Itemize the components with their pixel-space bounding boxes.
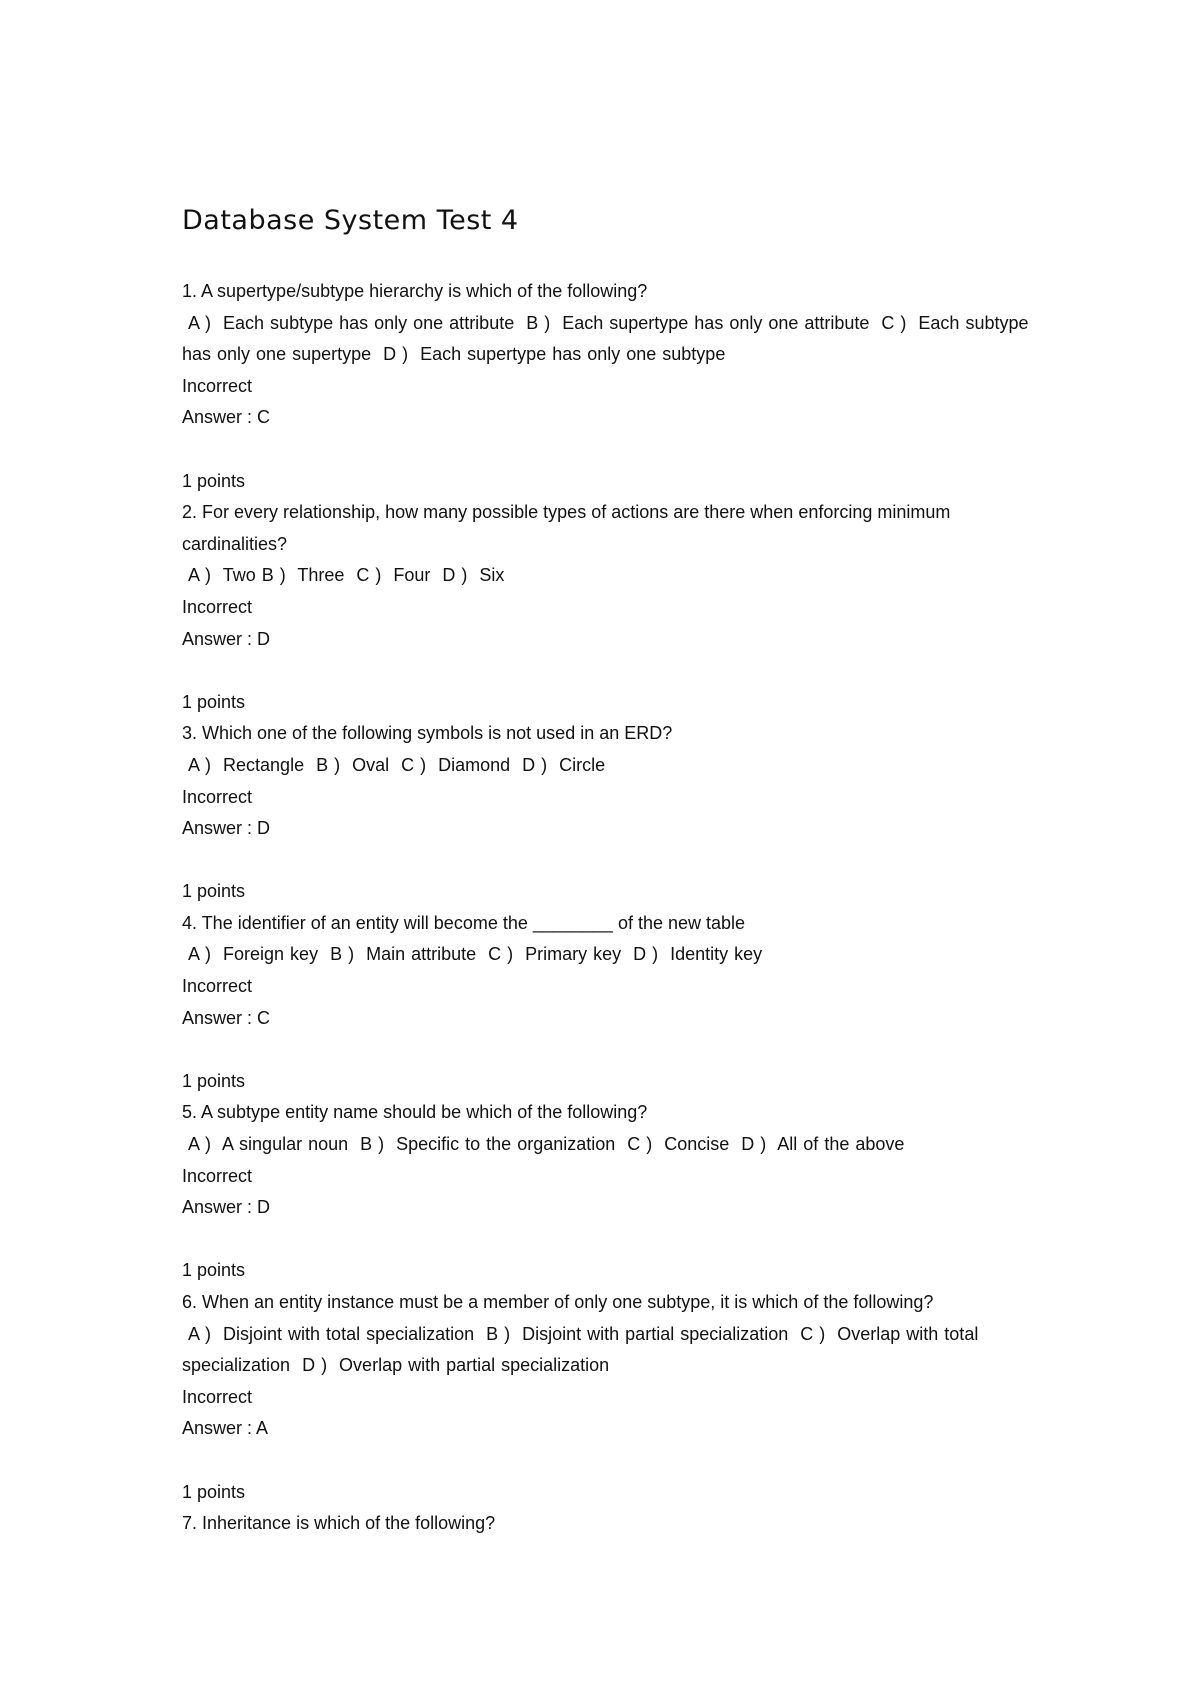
question-5 [182, 1097, 1042, 1287]
question-text: 7. Inheritance is which of the following? [182, 1513, 496, 1534]
question-2 [182, 497, 1042, 718]
question-4 [182, 908, 1042, 1098]
result-status: Incorrect [182, 1165, 253, 1186]
correct-answer: Answer : D [182, 628, 271, 649]
question-text: 3. Which one of the following symbols is not used in an ERD? [182, 723, 673, 744]
points-label: 1 points [182, 691, 246, 712]
question-text: 5. A subtype entity name should be which of the following? [182, 1102, 648, 1123]
points-label: 1 points [182, 1070, 246, 1091]
spacer [182, 845, 1042, 877]
question-text: 4. The identifier of an entity will become the ________ of the new table [182, 912, 746, 933]
correct-answer: Answer : A [182, 1418, 269, 1439]
spacer [182, 1445, 1042, 1477]
question-7 [182, 1508, 1042, 1540]
spacer [182, 1224, 1042, 1256]
answer-options: A ) Foreign key B ) Main attribute C ) Primary key D ) Identity key [182, 944, 763, 965]
points-label: 1 points [182, 881, 246, 902]
question-1 [182, 276, 1042, 497]
answer-options: A ) Rectangle B ) Oval C ) Diamond D ) Circle [182, 754, 606, 775]
correct-answer: Answer : D [182, 1197, 271, 1218]
document-page [182, 202, 1042, 1540]
question-3 [182, 718, 1042, 908]
answer-options: A ) A singular noun B ) Specific to the organization C ) Concise D ) All of the above [182, 1134, 905, 1155]
question-text: 1. A supertype/subtype hierarchy is which of the following? [182, 281, 648, 301]
document-title: Database System Test 4 [182, 205, 519, 236]
correct-answer: Answer : C [182, 1007, 271, 1028]
result-status: Incorrect [182, 375, 253, 396]
result-status: Incorrect [182, 786, 253, 807]
spacer [182, 1034, 1042, 1066]
question-6 [182, 1287, 1042, 1508]
result-status: Incorrect [182, 976, 253, 997]
spacer [182, 434, 1042, 466]
spacer [182, 655, 1042, 687]
result-status: Incorrect [182, 596, 253, 617]
answer-options: A ) Each subtype has only one attribute B ) Each supertype has only one attribute C ) Each subtype has only one supertype D ) Each supertype has only one subtype [182, 312, 1035, 365]
answer-options: A ) Disjoint with total specialization B ) Disjoint with partial specialization C ) Overlap with total specialization D ) Overlap with partial specialization [182, 1323, 985, 1376]
result-status: Incorrect [182, 1386, 253, 1407]
question-text: 2. For every relationship, how many possible types of actions are there when enforcing minimum cardinalities? [182, 502, 956, 554]
question-text: 6. When an entity instance must be a member of only one subtype, it is which of the following? [182, 1292, 934, 1312]
points-label: 1 points [182, 470, 246, 491]
answer-options: A ) Two B ) Three C ) Four D ) Six [182, 565, 505, 586]
correct-answer: Answer : C [182, 407, 271, 428]
correct-answer: Answer : D [182, 818, 271, 839]
points-label: 1 points [182, 1481, 246, 1502]
points-label: 1 points [182, 1260, 246, 1281]
